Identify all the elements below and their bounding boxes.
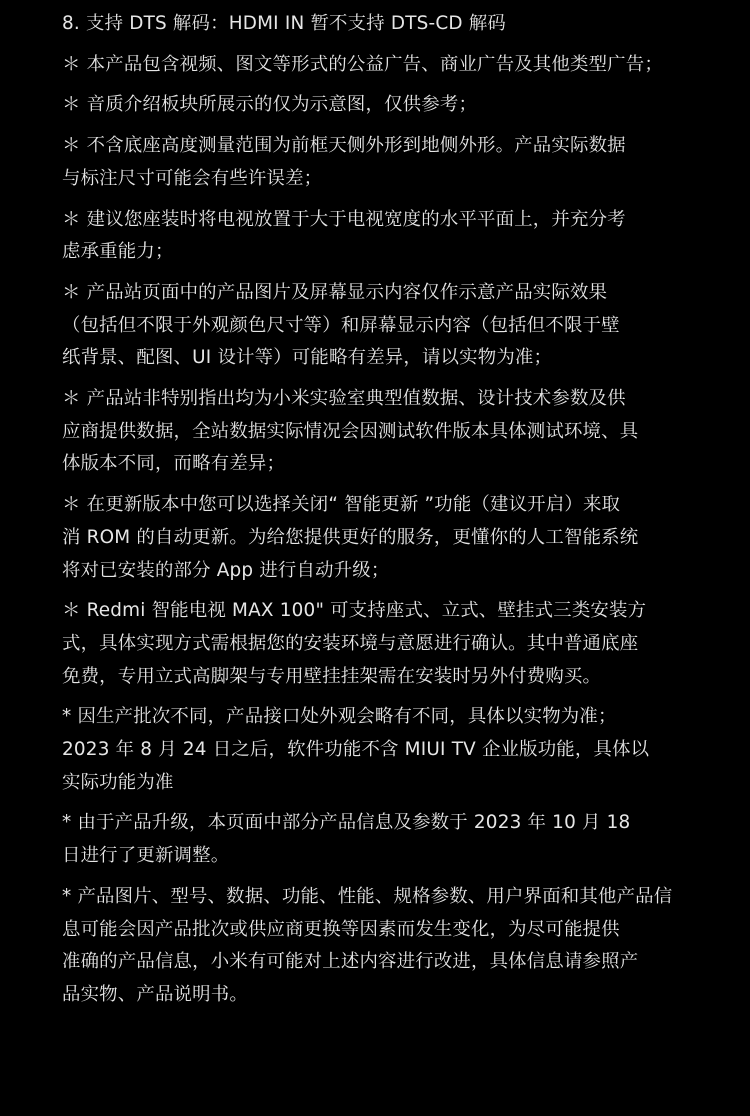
note-line: 8. 支持 DTS 解码：HDMI IN 暂不支持 DTS-CD 解码 [62,13,507,34]
note-line: ＊ 在更新版本中您可以选择关闭“ 智能更新 ”功能（建议开启）来取 [62,494,621,516]
note-line: * 因生产批次不同，产品接口处外观会略有不同，具体以实物为准； [62,706,617,728]
disclaimer-note [62,277,694,375]
disclaimer-note [62,807,694,872]
note-line: ＊ 产品站页面中的产品图片及屏幕显示内容仅作示意产品实际效果 [62,281,608,303]
disclaimer-note [62,89,694,122]
note-line: 免费，专用立式高脚架与专用壁挂挂架需在安装时另外付费购买。 [62,665,602,687]
note-line: ＊ 音质介绍板块所展示的仅为示意图，仅供参考； [62,94,478,116]
note-line: 式，具体实现方式需根据您的安装环境与意愿进行确认。其中普通底座 [62,632,639,654]
note-line: ＊ Redmi 智能电视 MAX 100" 可支持座式、立式、壁挂式三类安装方 [62,600,647,622]
disclaimer-note [62,701,694,799]
disclaimer-note [62,8,694,41]
note-line: 虑承重能力； [62,241,174,263]
note-line: ＊ 本产品包含视频、图文等形式的公益广告、商业广告及其他类型广告； [62,53,663,75]
note-line: ＊ 不含底座高度测量范围为前框天侧外形到地侧外形。产品实际数据 [62,135,626,157]
disclaimer-note [62,881,694,1012]
note-line: 消 ROM 的自动更新。为给您提供更好的服务，更懂你的人工智能系统 [62,526,639,548]
note-line: 将对已安装的部分 App 进行自动升级； [62,559,390,581]
note-line: 应商提供数据，全站数据实际情况会因测试软件版本具体测试环境、具 [62,420,639,442]
note-line: ＊ 产品站非特别指出均为小米实验室典型值数据、设计技术参数及供 [62,388,626,410]
note-line: 品实物、产品说明书。 [62,983,248,1005]
disclaimer-note [62,49,694,82]
disclaimer-note [62,383,694,481]
note-line: * 产品图片、型号、数据、功能、性能、规格参数、用户界面和其他产品信 [62,885,673,907]
note-line: 实际功能为准 [62,771,174,793]
note-line: ＊ 建议您座装时将电视放置于大于电视宽度的水平平面上，并充分考 [62,208,626,230]
disclaimer-note [62,489,694,587]
disclaimer-notes [62,8,694,1020]
disclaimer-note [62,130,694,195]
note-line: 息可能会因产品批次或供应商更换等因素而发生变化，为尽可能提供 [62,918,620,940]
note-line: （包括但不限于外观颜色尺寸等）和屏幕显示内容（包括但不限于壁 [62,314,620,336]
note-line: 日进行了更新调整。 [62,845,230,867]
note-line: 准确的产品信息，小米有可能对上述内容进行改进，具体信息请参照产 [62,951,639,973]
disclaimer-note [62,204,694,269]
note-line: 2023 年 8 月 24 日之后，软件功能不含 MIUI TV 企业版功能，具体以 [62,739,650,761]
note-line: 与标注尺寸可能会有些许误差； [62,167,323,189]
note-line: 纸背景、配图、UI 设计等）可能略有差异，请以实物为准； [62,347,553,369]
note-line: 体版本不同，而略有差异； [62,453,286,475]
note-line: * 由于产品升级，本页面中部分产品信息及参数于 2023 年 10 月 18 [62,812,631,834]
disclaimer-note [62,595,694,693]
